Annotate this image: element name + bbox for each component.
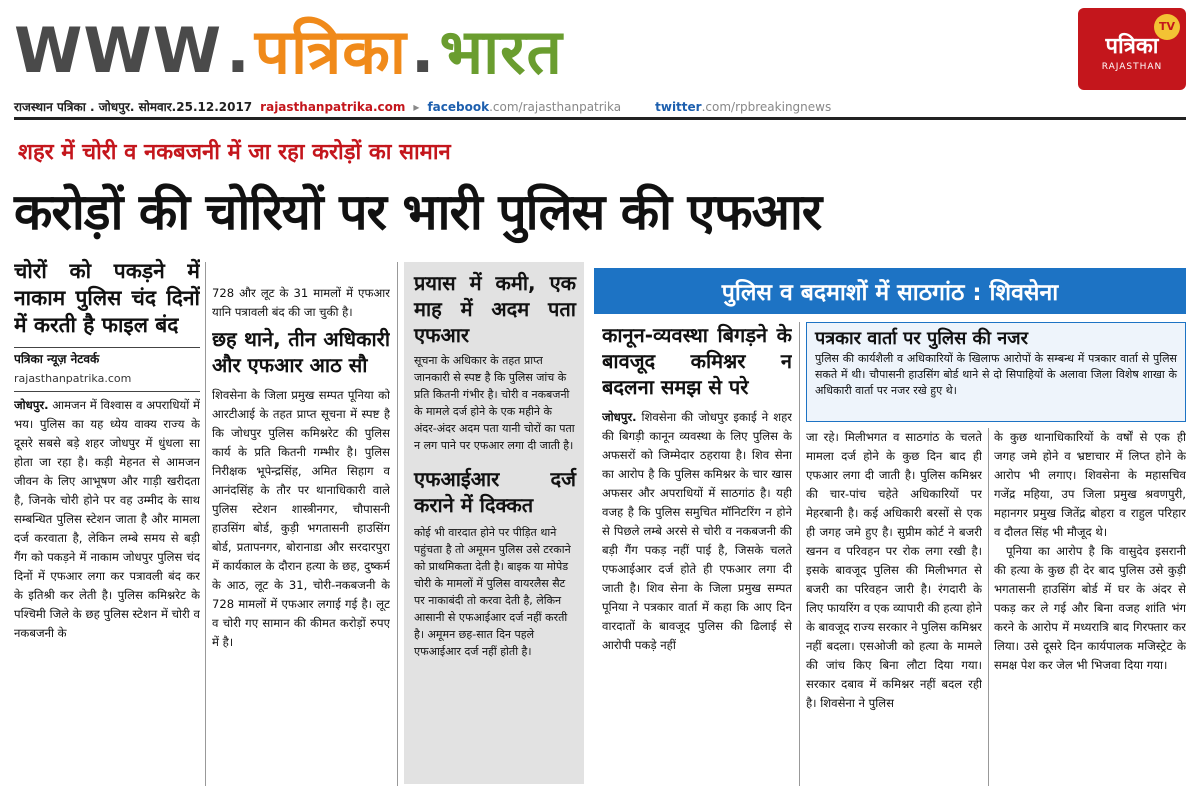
brand-www: WWW [14, 13, 223, 87]
article-column-2 [212, 284, 390, 784]
column-title: चोरों को पकड़ने में नाकाम पुलिस चंद दिनों में करती है फाइल बंद [14, 259, 200, 337]
box-title: एफआईआर दर्ज कराने में दिक्कत [414, 467, 576, 517]
dateline: जोधपुर. [602, 410, 637, 424]
article-paragraph: 728 और लूट के 31 मामलों में एफआर यानि पत्रावली बंद की जा चुकी है। [212, 286, 390, 319]
byline: पत्रिका न्यूज़ नेटवर्क [14, 347, 200, 369]
byline-site: rajasthanpatrika.com [14, 369, 200, 392]
facebook-label: facebook [427, 99, 490, 114]
brand-dot: . [410, 13, 436, 87]
edition-info-bar [14, 96, 1186, 120]
sidebar-box [404, 262, 584, 784]
masthead [0, 0, 1200, 96]
twitter-link[interactable] [655, 100, 831, 114]
box-text: सूचना के अधिकार के तहत प्राप्त जानकारी से स्पष्ट है कि पुलिस जांच के प्रति कितनी गंभीर है। चोरी व नकबजनी के मामले दर्ज होने के एक महीने के अंदर-अंदर अदम पता यानी चोरों का पता न लग पाने पर एफआर लगा दी जाती है। [414, 354, 575, 452]
facebook-path: .com/rajasthanpatrika [489, 99, 622, 114]
column-divider [205, 262, 206, 786]
facebook-link[interactable] [427, 100, 621, 114]
brand-patrika: पत्रिका [254, 15, 407, 88]
brand-wordmark[interactable] [14, 10, 563, 90]
dateline: जोधपुर. [14, 398, 49, 412]
article-column-4 [602, 322, 792, 784]
twitter-path: .com/rpbreakingnews [701, 99, 832, 114]
article-paragraph [602, 408, 792, 655]
article-text: शिवसेना की जोधपुर इकाई ने शहर की बिगड़ी कानून व्यवस्था के लिए पुलिस के अफसरों को जिम्मेदार ठहराया है। शिव सेना का आरोप है कि पुलिस कमिश्नर के चार खास अफसर और अपराधियों में साठगांठ है। यही वजह है कि पुलिस समुचित मॉनिटरिंग न होने से पिछले लम्बे अरसे से चोरी व नकबजनी की बड़ी गैंग पकड़ नहीं पाई है, जिसके चलते एफआईआर दर्ज होते ही एफआर लगा दी जाती है। शिव सेना के जिला प्रमुख सम्पत पूनिया ने पत्रकार वार्ता में कहा कि आए दिन वारदातों के बावजूद पुलिस की ढिलाई से आरोपी पकड़े नहीं [602, 410, 792, 652]
info-box [806, 322, 1186, 422]
tv-badge-icon: TV [1154, 14, 1180, 40]
article-text: आमजन में विश्वास व अपराधियों में भय। पुलिस का यह ध्येय वाक्य राज्य के दूसरे सबसे बड़े शहर जोधपुर में धुंधला सा होता जा रहा है। कड़ी मेहनत से आमजन जीवन के लिए आभूषण और गाड़ी खरीदता है, जिनके चोरी होने पर वह उम्मीद के साथ सम्बन्धित पुलिस स्टेशन जाता है और मामला दर्ज करवाता है, लेकिन लम्बे समय से बड़ी गैंग को पकड़ने में नाकाम जोधपुर पुलिस चंद दिनों में एफआर लगा कर पत्रावली बंद कर के इतिश्री कर लेती है। पुलिस कमिश्नरेट के पश्चिमी जिले के छह पुलिस स्टेशन में चोरी व नकबजनी के [14, 398, 200, 640]
article-paragraph: जा रहे। मिलीभगत व साठगांठ के चलते मामला दर्ज होने के कुछ दिन बाद ही एफआर लगा दी जाती है। पुलिस कमिश्नर की चार-पांच चहेते अधिकारियों पर मेहरबानी है। कई अधिकारी बरसों से एक ही जगह जमे हुए है। सुप्रीम कोर्ट ने बजरी खनन व परिवहन पर रोक लगा रखी है। इसके बावजूद पुलिस की मिलीभगत से बजरी का परिवहन जारी है। रंगदारी के लिए फायरिंग व एक व्यापारी की हत्या होने के बावजूद राज्य सरकार ने पुलिस कमिश्नर नहीं बदला। एसओजी को हत्या के मामले की जांच किए बिना लौटा दिया गया। सरकार दबाव में कमिश्नर नहीं बदल रही है। शिवसेना ने पुलिस [806, 430, 982, 710]
column-divider [988, 428, 989, 786]
article-paragraph [14, 396, 200, 643]
sub-headline: छह थाने, तीन अधिकारी और एफआर आठ सौ [212, 327, 390, 377]
article-column-6 [806, 428, 982, 784]
article-column-7 [994, 428, 1186, 784]
article-column-1 [14, 258, 200, 786]
logo-text: पत्रिका [1105, 34, 1159, 59]
article-paragraph: शिवसेना के जिला प्रमुख सम्पत पूनिया को आरटीआई के तहत प्राप्त सूचना में स्पष्ट है कि जोधपुर पुलिस कमिश्नरेट की पुलिस कार्य के प्रति कितनी गम्भीर है। पुलिस निरीक्षक भूपेन्द्रसिंह, अमित सिहाग व आनंदसिंह के तौर पर थानाधिकारी वाले पुलिस स्टेशन शास्त्रीनगर, चौपासनी हाउसिंग बोर्ड, कुड़ी भगतासनी हाउसिंग बोर्ड, प्रतापनगर, बोरानाडा और सरदारपुरा में कार्यकाल के दौरान हत्या के छह, दुष्कर्म के आठ, लूट के 31, चोरी-नकबजनी के 728 मामलों में एफआर लगाई गई है। लूट व चोरी गए सामान की कीमत करोड़ों रुपए में है। [212, 388, 390, 649]
story-banner: पुलिस व बदमाशों में साठगांठ : शिवसेना [594, 268, 1186, 314]
article-paragraph: पूनिया का आरोप है कि वासुदेव इसरानी की हत्या के कुछ ही देर बाद पुलिस उसे कुड़ी भगतासनी हाउसिंग बोर्ड में घर के अंदर से पकड़ कर ले गई और बिना वजह शांति भंग करने के आरोप में मध्यरात्रि बाद गिरफ्तार कर लिया। उसे दूसरे दिन कार्यपालक मजिस्ट्रेट के समक्ष पेश कर जेल भी भिजवा दिया गया। [994, 544, 1186, 672]
article-paragraph: के कुछ थानाधिकारियों के वर्षों से एक ही जगह जमे होने व भ्रष्टाचार में लिप्त होने के आरोप भी लगाए। शिवसेना के महासचिव गजेंद्र महिया, उप जिला प्रमुख श्रवणपुरी, महानगर प्रमुख जितेंद्र बोहरा व राहुल परिहार व दौलत सिंह भी मौजूद थे। [994, 430, 1186, 539]
twitter-label: twitter [655, 99, 702, 114]
patrika-tv-logo[interactable] [1078, 8, 1186, 90]
cursor-icon: ▸ [413, 99, 420, 114]
edition-dateline: राजस्थान पत्रिका . जोधपुर. सोमवार.25.12.2017 [14, 100, 253, 114]
brand-dot: . [226, 13, 251, 87]
box-text: पुलिस की कार्यशैली व अधिकारियों के खिलाफ आरोपों के सम्बन्ध में पत्रकार वार्ता से पुलिस सकते में थी। चौपासनी हाउसिंग बोर्ड थाने से दो सिपाहियों के अलावा जिला विशेष शाखा के अधिकारी वार्ता पर नजर रखे हुए थे। [815, 352, 1177, 397]
site-link[interactable]: rajasthanpatrika.com [260, 99, 406, 114]
column-divider [799, 322, 800, 786]
logo-subtext: RAJASTHAN [1101, 62, 1163, 72]
box-title: पत्रकार वार्ता पर पुलिस की नजर [815, 328, 1028, 349]
box-text: कोई भी वारदात होने पर पीड़ित थाने पहुंचता है तो अमूमन पुलिस उसे टरकाने को प्राथमिकता देती है। बाइक या मोपेड चोरी के मामलों में पुलिस वायरलैस सैट पर नाकाबंदी तो करवा देती है, लेकिन आसानी से एफआईआर दर्ज नहीं करती है। अमूमन छह-सात दिन पहले एफआईआर दर्ज नहीं होती है। [414, 526, 571, 658]
brand-bharat: भारत [439, 15, 563, 88]
box-title: प्रयास में कमी, एक माह में अदम पता एफआर [414, 271, 576, 347]
column-divider [397, 262, 398, 786]
main-headline: करोड़ों की चोरियों पर भारी पुलिस की एफआर [14, 183, 822, 241]
column-title: कानून-व्यवस्था बिगड़ने के बावजूद कमिश्नर न बदलना समझ से परे [602, 323, 792, 399]
kicker: शहर में चोरी व नकबजनी में जा रहा करोड़ों का सामान [18, 140, 451, 165]
